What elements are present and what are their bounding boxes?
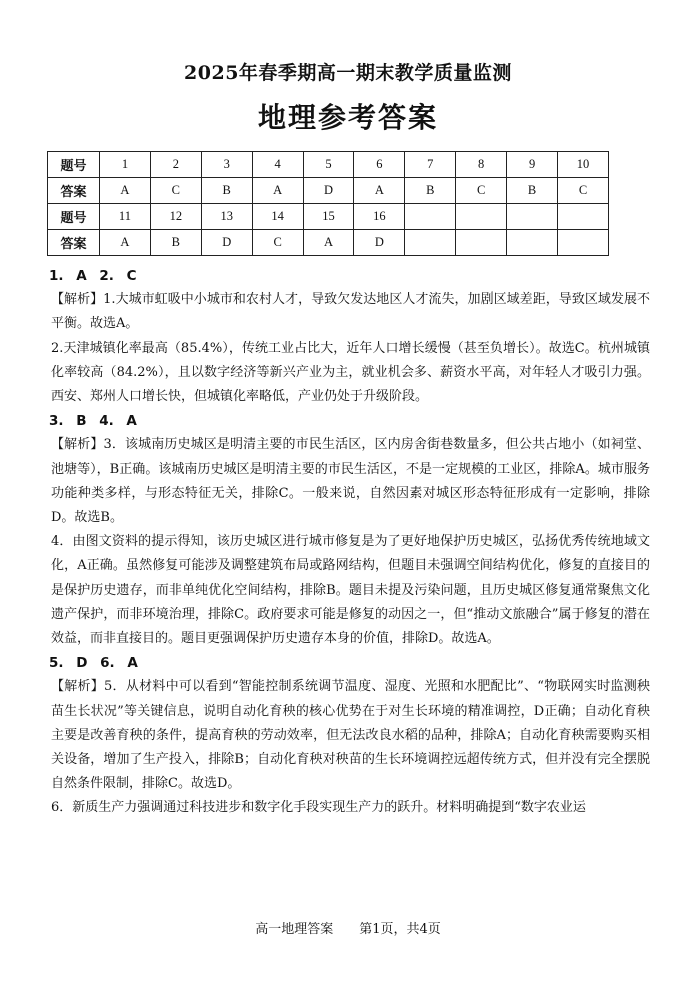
table-cell: B [150, 230, 201, 256]
table-cell: A [303, 230, 354, 256]
table-cell: 9 [507, 152, 558, 178]
table-row [48, 178, 609, 204]
subject-title: 地理参考答案 [257, 101, 438, 134]
answer-heading-5-6: 5. D 6. A [49, 655, 138, 672]
table-cell: D [354, 230, 405, 256]
table-cell: D [201, 230, 252, 256]
table-cell: B [405, 178, 456, 204]
table-cell: B [201, 178, 252, 204]
table-cell: 5 [303, 152, 354, 178]
exam-title: 2025年春季期高一期末教学质量监测 [184, 62, 512, 84]
table-cell: 8 [456, 152, 507, 178]
table-cell [405, 230, 456, 256]
explanation-paragraph: 6．新质生产力强调通过科技进步和数字化手段实现生产力的跃升。材料明确提到“数字农业运 [51, 800, 586, 816]
table-cell: C [558, 178, 609, 204]
explanation-paragraph: 【解析】3．该城南历史城区是明清主要的市民生活区，区内房舍街巷数量多，但公共占地小（如祠堂、池塘等），B正确。该城南历史城区是明清主要的市民生活区，不是一定规模的工业区，排除A。城市服务功能种类多样，与形态特征无关，排除C。一般来说，自然因素对城区形态特征形成有一定影响，排除D。故选B。 [51, 437, 650, 526]
table-row [48, 204, 609, 230]
table-cell: 10 [558, 152, 609, 178]
table-cell: B [507, 178, 558, 204]
table-cell [507, 204, 558, 230]
table-cell: 2 [150, 152, 201, 178]
table-cell: A [354, 178, 405, 204]
table-cell: 3 [201, 152, 252, 178]
table-cell [456, 204, 507, 230]
table-row [48, 152, 609, 178]
answer-explanations [49, 264, 650, 821]
page-footer: 高一地理答案 第1页，共4页 [255, 922, 441, 937]
explanation-paragraph: 4．由图文资料的提示得知，该历史城区进行城市修复是为了更好地保护历史城区，弘扬优秀传统地域文化，A正确。虽然修复可能涉及调整建筑布局或路网结构，但题目未强调空间结构优化，修复的直接目的是保护历史遗存，而非单纯优化空间结构，排除B。题目未提及污染问题，且历史城区修复通常聚焦文化遗产保护，而非环境治理，排除C。政府要求可能是修复的动因之一，但“推动文旅融合”属于修复的潜在效益，而非直接目的。题目更强调保护历史遗存本身的价值，排除D。故选A。 [51, 534, 650, 647]
table-cell: 14 [252, 204, 303, 230]
table-cell [558, 204, 609, 230]
row-label: 答案 [48, 178, 100, 204]
explanation-paragraph: 2.天津城镇化率最高（85.4%），传统工业占比大，近年人口增长缓慢（甚至负增长）。故选C。杭州城镇化率较高（84.2%），且以数字经济等新兴产业为主，就业机会多、薪资水平高，对年轻人才吸引力强。 西安、郑州人口增长快，但城镇化率略低，产业仍处于升级阶段。 [51, 340, 650, 405]
table-cell: C [456, 178, 507, 204]
table-cell: A [252, 178, 303, 204]
table-cell: 12 [150, 204, 201, 230]
table-cell: 6 [354, 152, 405, 178]
table-row [48, 230, 609, 256]
answer-table [47, 151, 609, 256]
table-cell: 1 [100, 152, 151, 178]
answer-heading-3-4: 3. B 4. A [49, 413, 137, 430]
table-cell: 15 [303, 204, 354, 230]
table-cell [507, 230, 558, 256]
table-cell: A [100, 230, 151, 256]
table-cell [456, 230, 507, 256]
row-label: 题号 [48, 204, 100, 230]
row-label: 题号 [48, 152, 100, 178]
row-label: 答案 [48, 230, 100, 256]
table-cell: 11 [100, 204, 151, 230]
table-cell [558, 230, 609, 256]
table-cell: C [252, 230, 303, 256]
explanation-paragraph: 【解析】1.大城市虹吸中小城市和农村人才，导致欠发达地区人才流失，加剧区域差距，导致区域发展不平衡。故选A。 [51, 292, 650, 332]
table-cell: 16 [354, 204, 405, 230]
table-cell: 7 [405, 152, 456, 178]
answer-heading-1-2: 1. A 2. C [49, 268, 137, 284]
table-cell: 13 [201, 204, 252, 230]
table-cell: D [303, 178, 354, 204]
explanation-paragraph: 【解析】5．从材料中可以看到“智能控制系统调节温度、湿度、光照和水肥配比”、“物联网实时监测秧苗生长状况”等关键信息，说明自动化育秧的核心优势在于对生长环境的精准调控，D正确；自动化育秧主要是改善育秧的条件，提高育秧的劳动效率，但无法改良水稻的品种，排除A；自动化育秧需要购买相关设备，增加了生产投入，排除B；自动化育秧对秧苗的生长环境调控远超传统方式，但并没有完全摆脱自然条件限制，排除C。故选D。 [51, 679, 650, 792]
table-cell [405, 204, 456, 230]
table-cell: A [100, 178, 151, 204]
table-cell: C [150, 178, 201, 204]
table-cell: 4 [252, 152, 303, 178]
